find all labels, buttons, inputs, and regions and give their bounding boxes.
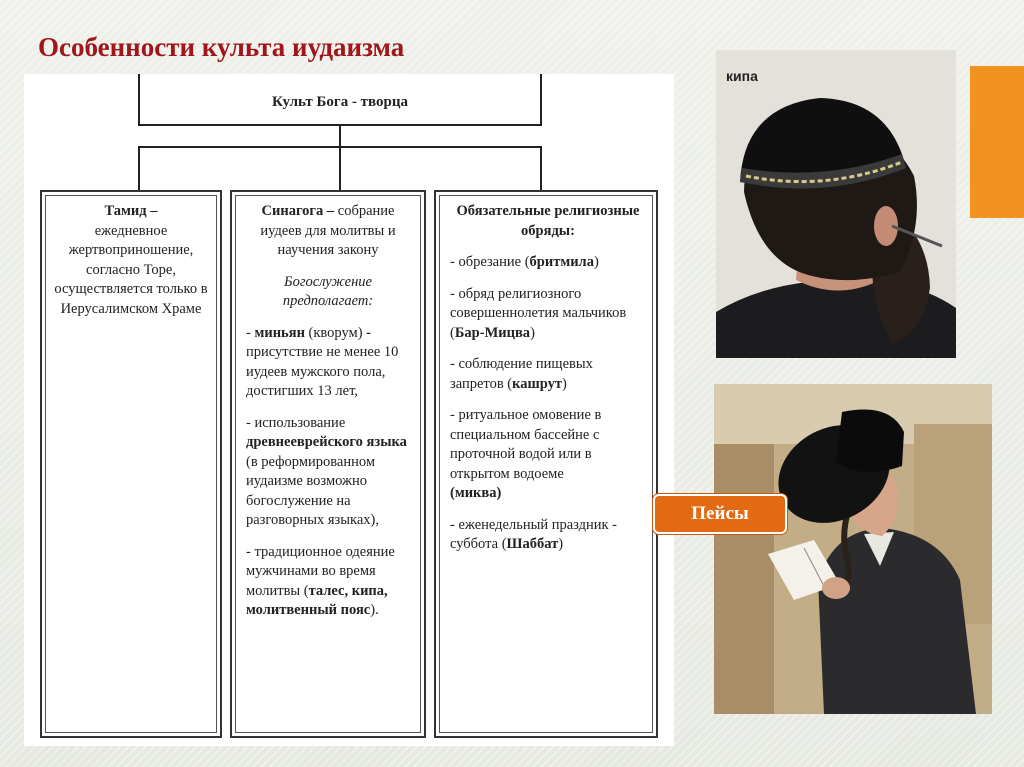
rite1-term: бритмила: [529, 254, 594, 270]
language-desc: (в реформированном иудаизме возможно богослужение на разговорных языках),: [246, 453, 379, 528]
rite5-end: ): [558, 536, 564, 552]
accent-bar: [970, 66, 1024, 218]
rite1-prefix: - обрезание (: [450, 254, 530, 270]
minyan-term: миньян: [254, 324, 305, 341]
language-item: [246, 414, 414, 531]
peisy-label: Пейсы: [653, 494, 787, 534]
synagogue-heading: Синагога –: [261, 203, 335, 219]
connector-left: [138, 146, 140, 190]
synagogue-intro: собрание иудеев для молитвы и научения закону: [260, 203, 396, 258]
peisy-photo: [714, 384, 992, 714]
rites-box: [434, 190, 658, 738]
rite-item-kashrut: [450, 355, 646, 394]
slide-title: Особенности культа иудаизма: [38, 32, 405, 62]
minyan-kvorum: (кворум): [304, 324, 367, 341]
kipa-photo: [716, 50, 956, 358]
synagogue-box: [230, 190, 426, 738]
connector-vertical-root: [339, 126, 341, 146]
minyan-desc: присутствие не менее 10 иудеев мужского пола, достигших 13 лет,: [246, 344, 399, 399]
minyan-item: [246, 324, 414, 402]
clothing-prefix: - традиционное одеяние мужчинами во время молитвы (: [246, 543, 395, 599]
rite4-prefix: - ритуальное омовение в специальном бассейне с проточной водой или в открытом водоеме: [450, 407, 602, 482]
rites-heading: Обязательные религиозные обряды:: [456, 203, 640, 239]
peisy-photo-illustration: [714, 384, 992, 714]
rite3-prefix: - соблюдение пищевых запретов (: [450, 356, 593, 392]
connector-mid: [339, 146, 341, 190]
tamid-heading: Тамид –: [104, 203, 158, 219]
root-box: [138, 74, 542, 126]
rite3-end: ): [562, 375, 567, 392]
minyan-dash: -: [366, 324, 372, 341]
rite-item-bar-mitzvah: [450, 285, 646, 344]
clothing-item: [246, 543, 414, 621]
minyan-prefix: -: [246, 324, 255, 341]
clothing-end: ).: [370, 602, 379, 618]
rite2-prefix: - обряд религиозного совершеннолетия мальчиков (: [450, 285, 627, 341]
connector-right: [540, 146, 542, 190]
rite-item-mikvah: [450, 406, 646, 504]
language-term: древнееврейского языка: [246, 434, 407, 450]
rite5-term: Шаббат: [506, 536, 559, 552]
clothing-terms: талес, кипа, молитвенный пояс: [246, 582, 388, 618]
kipa-photo-illustration: [716, 50, 956, 358]
language-prefix: - использование: [246, 414, 346, 431]
rite1-end: ): [593, 254, 599, 270]
root-label: Культ Бога - творца: [271, 94, 409, 110]
rite-item-shabbat: [450, 516, 646, 555]
tamid-text: ежедневное жертвоприношение, согласно Торе, осуществляется только в Иерусалимском Храме: [54, 222, 208, 317]
rite2-end: ): [530, 324, 535, 341]
kipa-label: кипа: [726, 68, 758, 84]
rite5-prefix: - еженедельный праздник - суббота (: [450, 516, 618, 552]
rite4-term: (миква): [450, 485, 502, 501]
worship-subheading: Богослужение предполагает:: [282, 273, 374, 309]
tamid-box: [40, 190, 222, 738]
rite2-term: Бар-Мицва: [454, 324, 531, 341]
cult-diagram: [24, 74, 674, 746]
rite3-term: кашрут: [512, 375, 562, 392]
rite-item-circumcision: [450, 253, 646, 273]
